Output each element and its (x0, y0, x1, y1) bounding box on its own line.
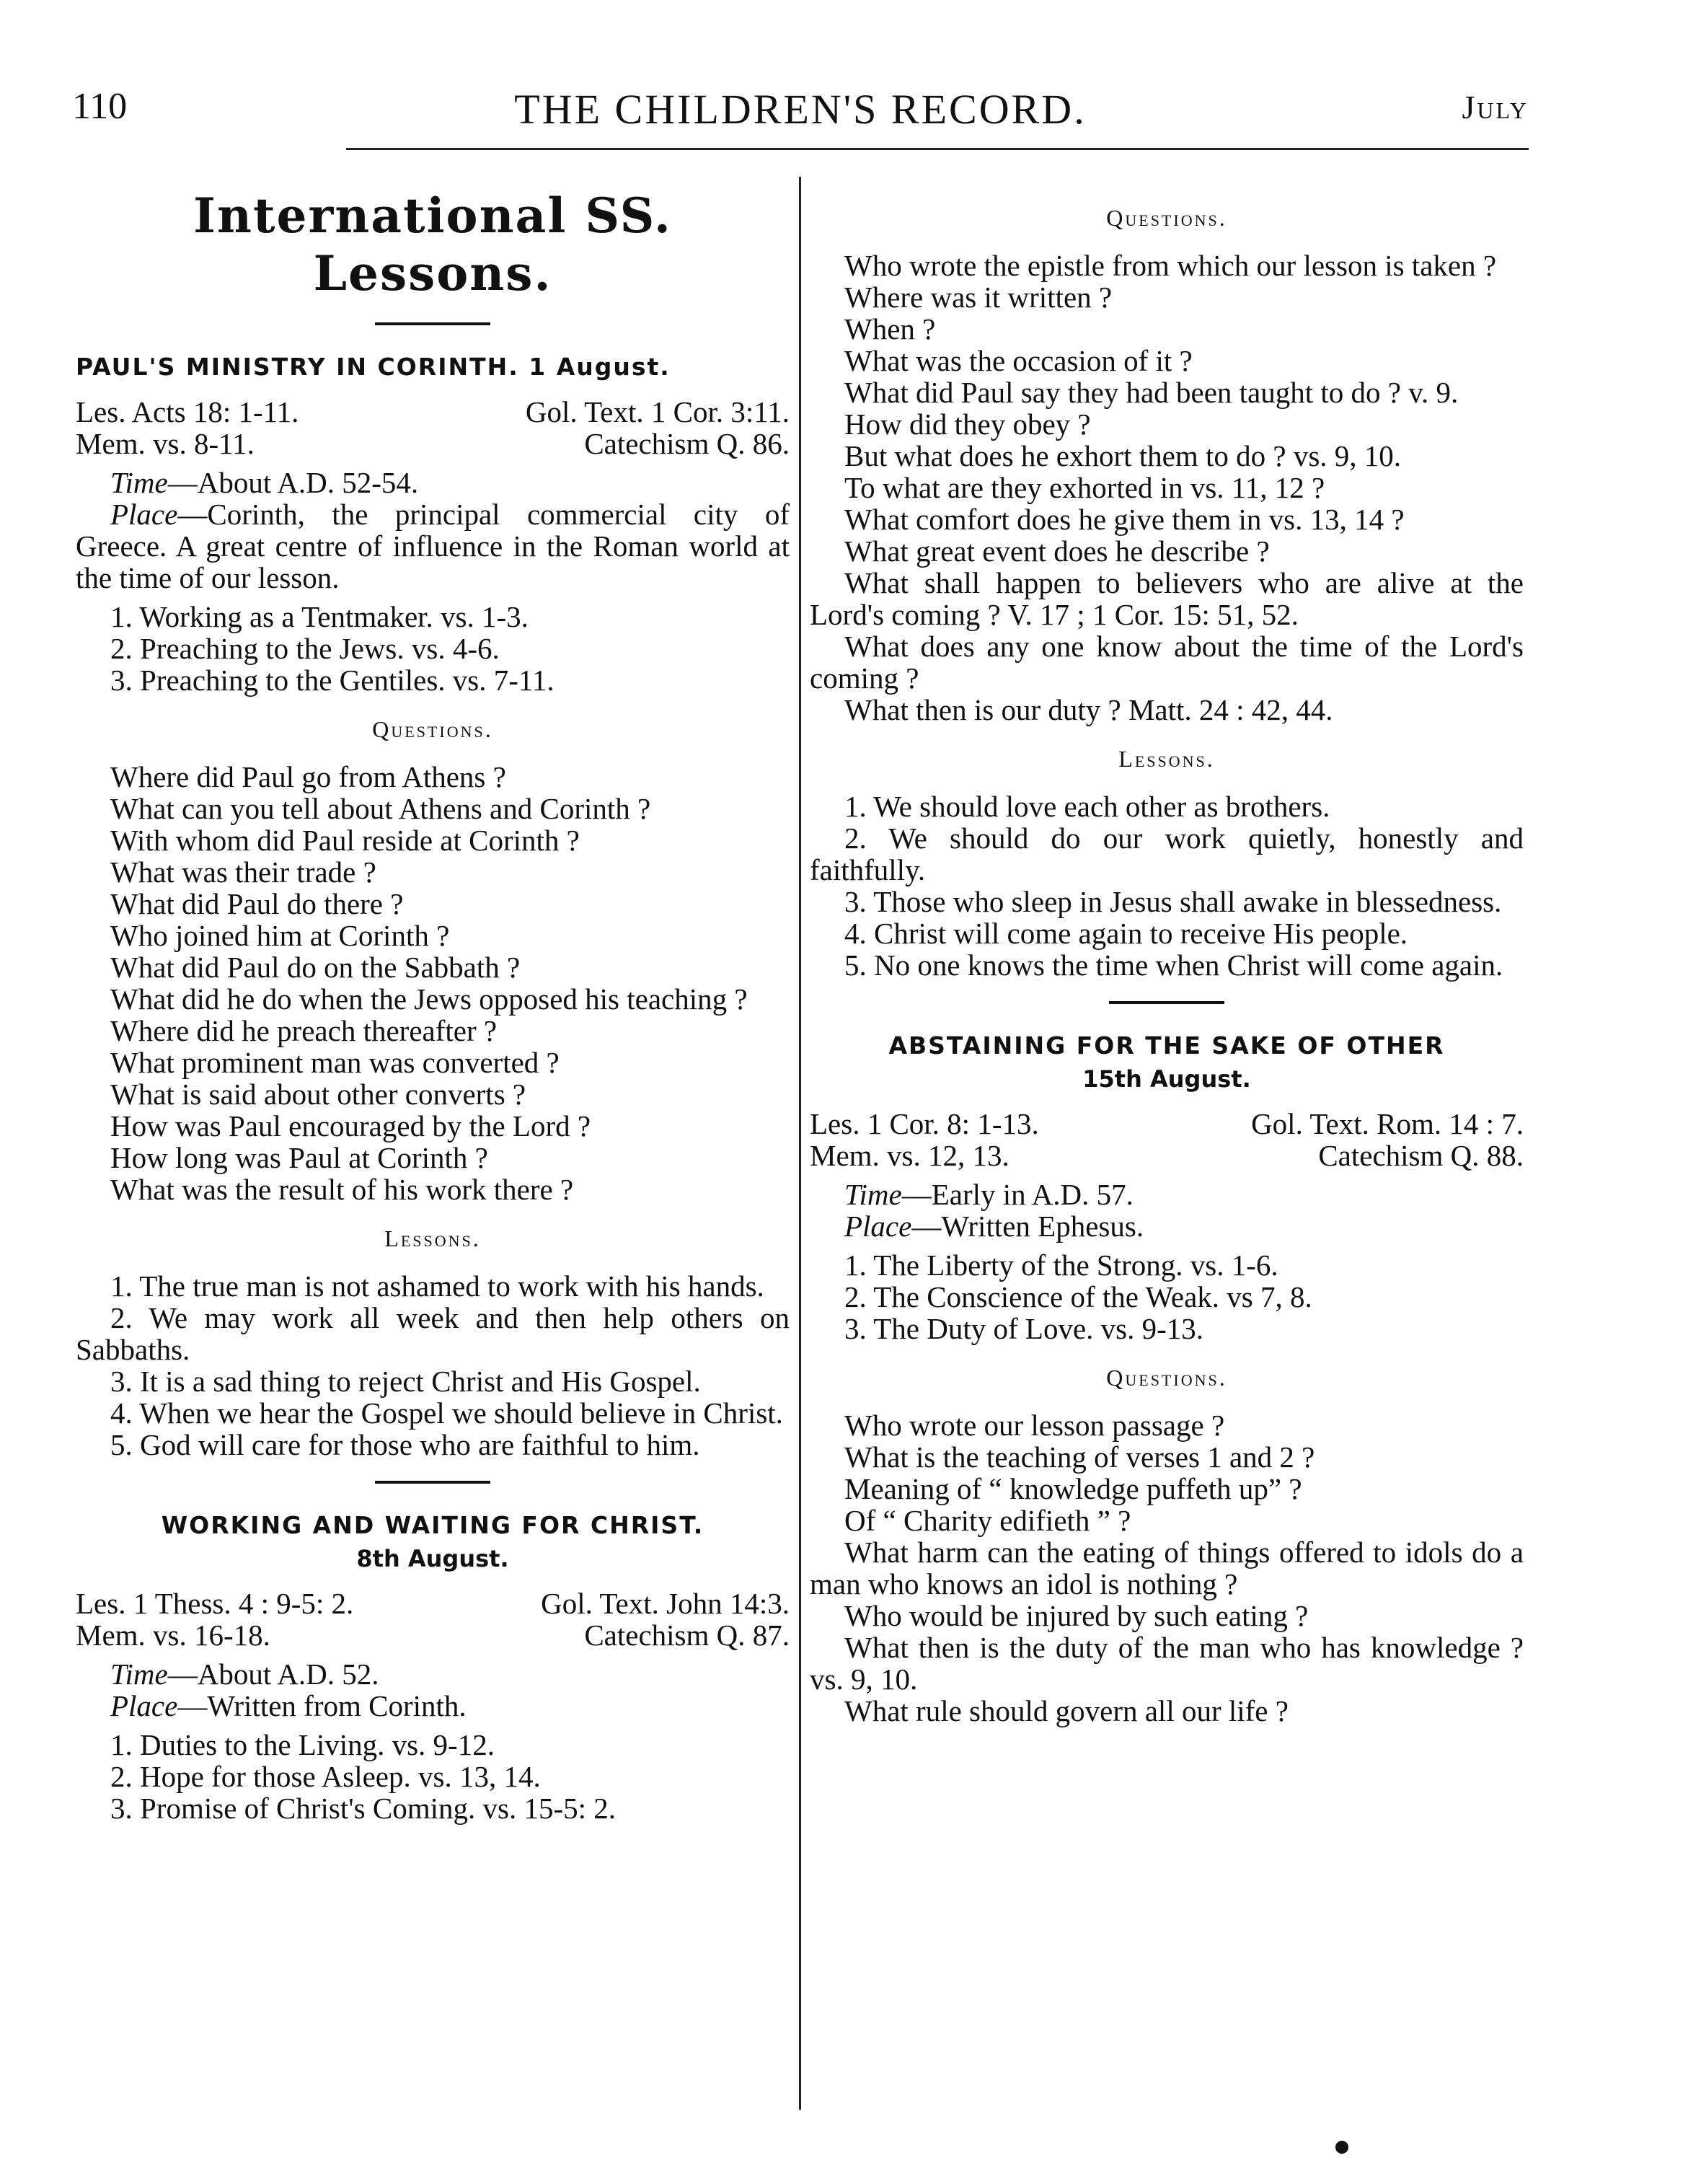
outline-item: 3. The Duty of Love. vs. 9-13. (844, 1312, 1204, 1345)
lesson-heading: PAUL'S MINISTRY IN CORINTH. 1 August. (76, 353, 671, 381)
question: When ? (844, 312, 936, 345)
question: How long was Paul at Corinth ? (110, 1141, 488, 1174)
page-number: 110 (72, 86, 128, 127)
lesson-point: 4. Christ will come again to receive His people. (844, 917, 1408, 950)
lesson-point: 3. It is a sad thing to reject Christ and His Gospel. (110, 1365, 701, 1398)
memory-verses: Mem. vs. 8-11. (76, 427, 255, 460)
lesson-time: Time—About A.D. 52-54. (110, 466, 419, 499)
question: What is said about other converts ? (110, 1078, 526, 1111)
question: With whom did Paul reside at Corinth ? (110, 824, 580, 857)
lesson-point: 2. We should do our work quietly, honestly and faithfully. (810, 822, 1524, 886)
question: What was the occasion of it ? (844, 344, 1193, 377)
lesson-refs (76, 1588, 790, 1619)
question: Who wrote the epistle from which our lesson is taken ? (844, 249, 1497, 282)
lesson-refs-2 (810, 1140, 1524, 1171)
question: What then is our duty ? Matt. 24 : 42, 44. (844, 693, 1333, 726)
lesson-heading: ABSTAINING FOR THE SAKE OF OTHER (888, 1031, 1445, 1060)
question: What can you tell about Athens and Corinth ? (110, 792, 651, 825)
question: What does any one know about the time of the Lord's coming ? (810, 630, 1524, 695)
lesson-passage: Les. Acts 18: 1-11. (76, 395, 299, 428)
lesson-point: 4. When we hear the Gospel we should believe in Christ. (110, 1396, 783, 1430)
lesson-outline (76, 601, 790, 696)
question: Who joined him at Corinth ? (110, 919, 450, 952)
question: What did he do when the Jews opposed his teaching ? (110, 982, 748, 1016)
ink-dot (1335, 2141, 1348, 2154)
question: What comfort does he give them in vs. 13, 14 ? (844, 503, 1405, 536)
lesson-refs (76, 396, 790, 428)
running-title: THE CHILDREN'S RECORD. (514, 86, 1087, 133)
questions-heading: Questions. (1106, 1365, 1227, 1391)
outline-item: 1. Working as a Tentmaker. vs. 1-3. (110, 600, 529, 633)
catechism: Catechism Q. 86. (584, 427, 790, 460)
questions-heading: Questions. (372, 716, 493, 742)
issue-month: July (1462, 89, 1529, 126)
lesson-point: 2. We may work all week and then help others on Sabbaths. (76, 1301, 790, 1366)
section-rule (375, 1481, 490, 1484)
lesson-outline (76, 1729, 790, 1824)
lessons-list (810, 791, 1524, 981)
lesson-passage: Les. 1 Thess. 4 : 9-5: 2. (76, 1587, 354, 1620)
question: What harm can the eating of things offered to idols do a man who knows an idol is nothing ? (810, 1536, 1524, 1600)
question: Where was it written ? (844, 281, 1113, 314)
lesson-heading: WORKING AND WAITING FOR CHRIST. (161, 1511, 704, 1539)
question: What did Paul do there ? (110, 887, 404, 920)
question: What did Paul say they had been taught to do ? v. 9. (844, 376, 1459, 409)
outline-item: 2. The Conscience of the Weak. vs 7, 8. (844, 1280, 1312, 1313)
catechism: Catechism Q. 88. (1318, 1139, 1524, 1172)
question: Where did Paul go from Athens ? (110, 760, 506, 793)
question: How did they obey ? (844, 408, 1091, 441)
questions-heading: Questions. (1106, 205, 1227, 231)
lesson-place: Place—Written from Corinth. (110, 1689, 467, 1722)
golden-text: Gol. Text. John 14:3. (541, 1587, 790, 1620)
title-rule (375, 322, 490, 325)
lesson-point: 1. The true man is not ashamed to work with his hands. (110, 1269, 764, 1303)
lesson-time: Time—Early in A.D. 57. (844, 1178, 1134, 1211)
section-title: International SS. Lessons. (193, 188, 672, 301)
lesson-date: 8th August. (356, 1545, 509, 1572)
lesson-point: 5. No one knows the time when Christ will come again. (844, 948, 1503, 982)
lesson-place: Place—Written Ephesus. (844, 1210, 1144, 1243)
question: Meaning of “ knowledge puffeth up” ? (844, 1472, 1302, 1505)
lesson-time: Time—About A.D. 52. (110, 1657, 379, 1691)
question: To what are they exhorted in vs. 11, 12 ? (844, 471, 1325, 504)
outline-item: 1. Duties to the Living. vs. 9-12. (110, 1728, 495, 1761)
question: What great event does he describe ? (844, 534, 1270, 568)
lesson-place: Place—Corinth, the principal commercial city of Greece. A great centre of influence in the Roman world at the time of our lesson. (76, 498, 790, 594)
question: Of “ Charity edifieth ” ? (844, 1504, 1131, 1537)
question: What then is the duty of the man who has knowledge ? vs. 9, 10. (810, 1631, 1524, 1696)
lesson-point: 1. We should love each other as brothers. (844, 790, 1330, 823)
question: Where did he preach thereafter ? (110, 1014, 498, 1047)
page-header (72, 85, 1529, 136)
outline-item: 2. Hope for those Asleep. vs. 13, 14. (110, 1760, 541, 1793)
question: What is the teaching of verses 1 and 2 ? (844, 1440, 1315, 1474)
lesson-point: 5. God will care for those who are faithful to him. (110, 1428, 700, 1461)
questions-list (76, 761, 790, 1205)
question: Who would be injured by such eating ? (844, 1599, 1309, 1632)
lesson-date: 15th August. (1082, 1065, 1251, 1093)
lesson-point: 3. Those who sleep in Jesus shall awake in blessedness. (844, 885, 1502, 918)
catechism: Catechism Q. 87. (584, 1619, 790, 1652)
questions-list (810, 250, 1524, 726)
question: What did Paul do on the Sabbath ? (110, 951, 521, 984)
lesson-refs-2 (76, 1619, 790, 1651)
lesson-passage: Les. 1 Cor. 8: 1-13. (810, 1107, 1039, 1140)
question: Who wrote our lesson passage ? (844, 1409, 1225, 1442)
lesson-outline (810, 1249, 1524, 1344)
question: What was their trade ? (110, 855, 376, 889)
header-rule (346, 148, 1529, 150)
lessons-heading: Lessons. (1118, 746, 1215, 772)
outline-item: 3. Preaching to the Gentiles. vs. 7-11. (110, 664, 555, 697)
lesson-refs-2 (76, 428, 790, 459)
memory-verses: Mem. vs. 12, 13. (810, 1139, 1009, 1172)
question: What shall happen to believers who are alive at the Lord's coming ? V. 17 ; 1 Cor. 15: 51, 52. (810, 566, 1524, 631)
questions-list (810, 1409, 1524, 1727)
left-column (76, 184, 790, 1824)
question: What rule should govern all our life ? (844, 1694, 1289, 1727)
question: But what does he exhort them to do ? vs. 9, 10. (844, 439, 1402, 472)
lesson-refs (810, 1108, 1524, 1140)
lessons-heading: Lessons. (384, 1225, 481, 1251)
question: How was Paul encouraged by the Lord ? (110, 1109, 591, 1142)
outline-item: 2. Preaching to the Jews. vs. 4-6. (110, 632, 500, 665)
outline-item: 1. The Liberty of the Strong. vs. 1-6. (844, 1249, 1278, 1282)
right-column (810, 205, 1524, 1727)
golden-text: Gol. Text. 1 Cor. 3:11. (525, 395, 790, 428)
outline-item: 3. Promise of Christ's Coming. vs. 15-5: 2. (110, 1792, 617, 1825)
memory-verses: Mem. vs. 16-18. (76, 1619, 270, 1652)
section-rule (1109, 1001, 1224, 1004)
lessons-list (76, 1270, 790, 1461)
question: What was the result of his work there ? (110, 1173, 574, 1206)
question: What prominent man was converted ? (110, 1046, 560, 1079)
column-divider (799, 177, 801, 2110)
golden-text: Gol. Text. Rom. 14 : 7. (1251, 1107, 1524, 1140)
